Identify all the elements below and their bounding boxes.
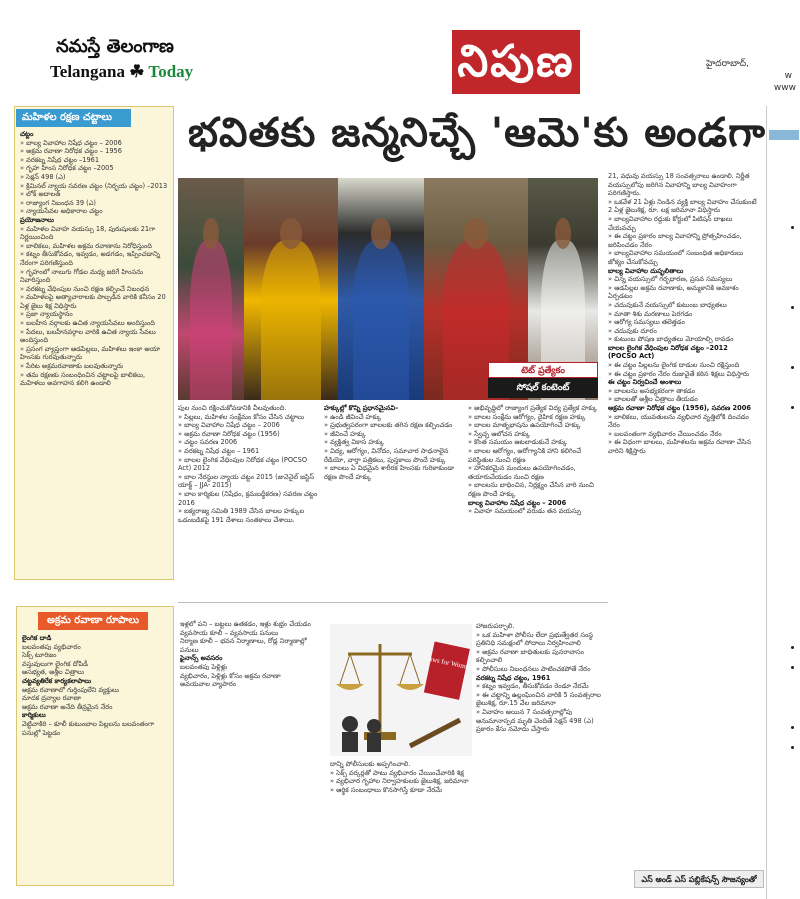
- list-item: » బాలికలు, యువతులను వ్యభిచార వృత్తిలోకి దించడం నేరం: [608, 413, 758, 430]
- column-intro: పుల నుంచి రక్షించుకోవడానికి వీలవుతుంది.: [178, 404, 287, 412]
- headline: భవితకు జన్మనిచ్చే 'ఆమె'కు అండగా: [188, 110, 766, 156]
- list-item: సెక్స్ టూరిజం: [22, 651, 57, 660]
- list-item: » బాలలను బాధించిన, నిర్లక్ష్యం చేసిన వారి నుంచి రక్షణ పొందే హక్కు: [468, 481, 604, 498]
- article-column-7: [476, 622, 604, 878]
- list-item: » బాలలను అసభ్యకరంగా తాకడం: [608, 387, 758, 396]
- list-item: » సెక్షన్ 498 (ఎ): [20, 173, 170, 182]
- list-item: » వరకట్న నిషేధ చట్టం –1961: [20, 156, 170, 165]
- list-item: » ప్రజా న్యాయస్థానం: [20, 310, 170, 319]
- list-item: » అక్రమ రవాణా నిరోధక చట్టం – 1956: [20, 147, 170, 156]
- sidebar-heading: ప్రయోజనాలు: [20, 215, 54, 224]
- special-badge: [488, 362, 598, 400]
- list-item: » ఈ చట్టం ప్రకారం నేరం రుజువైతే కఠిన శిక్షలు విధిస్తారు: [608, 370, 758, 379]
- publisher-credit: ఎస్ అండ్ ఎస్ పబ్లికేషన్స్ సౌజన్యంతో: [634, 870, 764, 888]
- list-item: » వివాహం అయిన 7 సంవత్సరాల్లోపు అనుమానాస్పద మృతి చెందితే సెక్షన్ 498 (ఎ) ప్రకారం కేసు నమోదు చేస్తారు: [476, 708, 604, 734]
- box-heading: చట్టవ్యతిరేక కార్యకలాపాలు: [22, 676, 92, 685]
- list-item: వ్యవసాయ కూలీ – వ్యవసాయ పనులు: [180, 628, 279, 637]
- article-column-3: [468, 404, 604, 600]
- section-title: నిపుణ: [452, 30, 580, 94]
- list-item: » బలహీన వర్గాలకు ఉచిత న్యాయసేవలు అందిస్తుంది: [20, 319, 170, 328]
- list-item: » కట్నం ఇవ్వడం, తీసుకోవడం రెండూ నేరమే: [476, 682, 604, 691]
- list-item: » హానికరమైన మందులు ఉపయోగించడం, తయారుచేయడం నుంచి రక్షణ: [468, 464, 604, 481]
- list-item: » మాతా శిశు మరణాలు పెరగడం: [608, 310, 758, 319]
- column-heading: బాల్య వివాహాల దుష్ఫలితాలు: [608, 266, 684, 275]
- list-item: » పిల్లలు, మహిళల సంక్షేమం కోసం చేసిన చట్టాలు: [178, 413, 318, 422]
- list-item: » వివాహ సమయంలో వరుడు తన వయస్సు: [468, 507, 604, 516]
- list-item: » తమ రక్షణకు సంబంధించిన చట్టాలపై బాలికలు, మహిళలు అవగాహన కలిగి ఉండాలి: [20, 371, 170, 388]
- edge-bullet-icon: [791, 366, 794, 369]
- dateline: [706, 58, 800, 94]
- edge-bullet-icon: [791, 646, 794, 649]
- list-item: నిర్మాణ కూలీ – భవన నిర్మాణాలు, రోడ్ల నిర్మాణాల్లో పనులు: [180, 637, 307, 654]
- list-item: » క్రిమినల్ న్యాయ సవరణ చట్టం (నిర్భయ చట్టం) –2013: [20, 182, 170, 191]
- logo-english: [50, 62, 193, 82]
- photo-woman-with-basket: [178, 178, 244, 400]
- list-item: » బాల్యవివాహాల సమయంలో సంబంధిత అధికారులు జోక్యం చేసుకోవచ్చు: [608, 249, 758, 266]
- list-item: » కట్నం తీసుకోవడం, ఇవ్వడం, అడగడం, ఇప్పించడాన్ని నేరంగా పరిగణిస్తుంది: [20, 250, 170, 267]
- list-item: బలవంతపు వ్యభిచారం: [22, 642, 81, 651]
- list-item: » బాలల ఆరోగ్యం, ఆరోగ్యానికి హాని కలిగించే పరిస్థితుల నుంచి రక్షణ: [468, 447, 604, 464]
- article-column-2: [324, 404, 462, 600]
- list-item: » చట్టం సవరణ 2006: [178, 438, 318, 447]
- list-item: » ఆరోగ్య సమస్యలు తలెత్తడం: [608, 318, 758, 327]
- list-item: » వరకట్న వేధింపుల నుంచి రక్షణ కల్పించే నిబంధన: [20, 285, 170, 294]
- logo-word-telangana: Telangana: [50, 62, 125, 81]
- list-item: » బాల్య వివాహాల నిషేధ చట్టం – 2006: [178, 421, 318, 430]
- edge-bullet-icon: [791, 406, 794, 409]
- section-divider: [178, 602, 608, 603]
- list-item: » చదువుకు దూరం: [608, 327, 758, 336]
- list-item: » బలవంతంగా వ్యభిచారం చేయించడం నేరం: [608, 430, 758, 439]
- article-column-1: [178, 404, 318, 600]
- column-heading: ఫైనాన్స్ అవసరం: [180, 654, 223, 663]
- edge-bullet-icon: [791, 226, 794, 229]
- list-item: » వరకట్న నిషేధ చట్టం – 1961: [178, 447, 318, 456]
- list-item: » లోక్ అదాలత్: [20, 190, 170, 199]
- list-item: » న్యాయసేవల అధికారాల చట్టం: [20, 207, 170, 216]
- photo-woman-yellow-sari: [244, 178, 338, 400]
- photo-young-woman-denim: [338, 178, 424, 400]
- list-item: » ఆర్థిక సంబంధాలు కొనసాగిస్తే కూడా నేరమే: [330, 786, 472, 795]
- list-item: » ఒకవేళ 21 ఏళ్లు నిండిన వ్యక్తి బాల్య వివాహం చేసుకుంటే 2 ఏళ్ల జైలుశిక్ష, రూ. లక్ష జరిమానా విధిస్తారు: [608, 198, 758, 215]
- edge-bullet-icon: [791, 726, 794, 729]
- list-item: » బాల కార్మికుల (నిషేధం, క్రమబద్ధీకరణ) సవరణ చట్టం 2016: [178, 490, 318, 507]
- list-item: » స్వేచ్ఛ ఆలోచన హక్కు: [468, 430, 604, 439]
- list-item: » బాలలు ఏ విధమైన శారీరక హింసకు గురికాకుండా రక్షణ పొందే హక్కు: [324, 464, 462, 481]
- book-title: Laws for Women: [424, 653, 472, 672]
- adjacent-page-edge: [766, 106, 800, 899]
- list-item: » బాలల లైంగిక వేధింపుల నిరోధక చట్టం (POCSO Act) 2012: [178, 456, 318, 473]
- list-item: వెట్టిచాకిరి – కూలీ కుటుంబాల పిల్లలను బలవంతంగా పనుల్లో పెట్టడం: [22, 719, 155, 737]
- column-heading: బాల్య వివాహాల నిషేధ చట్టం – 2006: [468, 498, 567, 507]
- list-item: » సెక్స్ వర్కర్లతో పాటు వ్యభిచారం చేయించేవారికి శిక్ష: [330, 769, 472, 778]
- list-item: అక్రమ రవాణాలో గుర్తింపులేని వ్యక్తులు: [22, 685, 119, 694]
- list-item: వస్తువులుగా లైంగిక దోపిడీ: [22, 659, 89, 668]
- list-item: అవయవాల వ్యాపారం: [180, 680, 237, 689]
- list-item: » పోలీసులు నిబంధనలు పాటించకపోతే నేరం: [476, 665, 604, 674]
- box-heading: లైంగిక దాడి: [22, 634, 52, 642]
- scales-of-justice-icon: [330, 624, 472, 756]
- column-heading: హక్కుల్లో కొన్ని ప్రధానమైనవి–: [324, 404, 399, 412]
- list-item: » అక్రమ రవాణా బాధితులకు పునరావాసం కల్పించాలి: [476, 648, 604, 665]
- logo-telugu: నమస్తే తెలంగాణ: [56, 36, 174, 57]
- list-item: » ఒక మహిళా పోలీసు లేదా ప్రభుత్వేతర సంస్థ ప్రతినిధి సమక్షంలో సోదాలు నిర్వహించాలి: [476, 631, 604, 648]
- list-item: » ఈ చట్టం ప్రకారం బాల్య వివాహాన్ని ప్రోత్సహించడం, జరిపించడం నేరం: [608, 232, 758, 249]
- special-badge-bottom: సోషల్ కంటెంట్: [488, 378, 598, 398]
- column-intro: 21, వధువు వయస్సు 18 సంవత్సరాలు ఉండాలి. నిర్ణీత వయస్సులోపు జరిగిన వివాహాన్ని బాల్య వివాహంగా పరిగణిస్తారు.: [608, 172, 750, 198]
- list-item: » వ్యభిచార గృహాల నిర్వాహకులకు జైలుశిక్ష, జరిమానా: [330, 777, 472, 786]
- list-item: » ఐక్యరాజ్య సమితి 1989 చేసిన బాలల హక్కుల ఒడంబడికపై 191 దేశాలు సంతకాలు చేశాయి.: [178, 507, 318, 524]
- list-item: » ప్రసంగ వ్యాప్తంగా ఆడపిల్లలు, మహిళలు ఇంకా అయా హింసకు గురవుతున్నారు: [20, 345, 170, 362]
- trafficking-forms-title: అక్రమ రవాణా రూపాలు: [38, 612, 148, 630]
- column-intro: దాన్ని పోలీసులకు అప్పగించాలి.: [330, 760, 411, 768]
- list-item: » బాలలతో అశ్లీల చిత్రాలు తీయడం: [608, 395, 758, 404]
- column-heading: వరకట్న నిషేధ చట్టం, 1961: [476, 673, 551, 682]
- special-badge-top: టెట్ ప్రత్యేకం: [488, 362, 598, 378]
- dateline-city: హైదరాబాద్,: [706, 59, 749, 69]
- list-item: » బాలికలు, మహిళల అక్రమ రవాణాను నిరోధిస్తుంది: [20, 242, 170, 251]
- list-item: » కొంత సమయం ఆటలాడుకునే హక్కు: [468, 438, 604, 447]
- logo-emblem-icon: ☘: [129, 62, 145, 81]
- dateline-line-3: www: [773, 83, 796, 93]
- edge-bullet-icon: [791, 306, 794, 309]
- list-item: » అక్రమ రవాణా నిరోధక చట్టం (1956): [178, 430, 318, 439]
- list-item: » బాల్యవివాహాల రద్దుకు కోర్టులో పిటిషన్ దాఖలు చేయవచ్చు: [608, 215, 758, 232]
- list-item: వ్యభిచారం, పెళ్లిళ్లు కోసం అక్రమ రవాణా: [180, 671, 281, 680]
- edge-bullet-icon: [791, 666, 794, 669]
- article-column-4: [608, 172, 758, 818]
- list-item: మాదక ద్రవ్యాల రవాణా: [22, 694, 82, 703]
- list-item: » రాజ్యాంగ నిబంధన 39 (ఎ): [20, 199, 170, 208]
- list-item: » ఉండి జీవించే హక్కు: [324, 413, 462, 422]
- column-heading: బాలల లైంగిక వేధింపుల నిరోధక చట్టం –2012 (POCSO Act): [608, 343, 728, 361]
- list-item: » ఈ విధంగా బాలలు, మహిళలను అక్రమ రవాణా చేసిన వారిని శిక్షిస్తారు: [608, 438, 758, 455]
- list-item: » ఈ చట్టాన్ని ఉల్లంఘించిన వారికి 5 సంవత్సరాల జైలుశిక్ష, రూ.15 వేల జరిమానా: [476, 691, 604, 708]
- trafficking-forms-body: [22, 634, 170, 882]
- list-item: » చదువుకునే వయస్సులో కుటుంబ బాధ్యతలు: [608, 301, 758, 310]
- list-item: » ఆడపిల్లల అక్రమ రవాణాకు, అమ్మకానికి అవకాశం ఏర్పడటం: [608, 284, 758, 301]
- sidebar-body: [20, 130, 170, 576]
- list-item: » బాలల మాతృభాషను ఉపయోగించే హక్కు: [468, 421, 604, 430]
- list-item: » జీవించే హక్కు: [324, 430, 462, 439]
- list-item: » అభివృద్ధిలో రాజ్యాంగ ప్రత్యేక విద్య ప్రత్యేక హక్కు: [468, 404, 604, 413]
- list-item: » మహిళల వివాహ వయస్సు 18, పురుషులకు 21గా నిర్ణయించింది: [20, 225, 170, 242]
- list-item: » వ్యక్తిత్వ వికాస హక్కు: [324, 438, 462, 447]
- list-item: » కుటుంబ పోషణ బాధ్యతలు మోయాల్సి రావడం: [608, 335, 758, 344]
- list-item: » బాల్య వివాహాల నిషేధ చట్టం – 2006: [20, 139, 170, 148]
- logo-word-today: Today: [148, 62, 194, 81]
- list-item: బలవంతపు పెళ్లిళ్లు: [180, 662, 228, 671]
- list-item: అక్రమ రవాణా అనేది తీవ్రమైన నేరం: [22, 702, 113, 711]
- list-item: » బాల నేరస్థుల న్యాయ చట్టం 2015 (జువెనైల్ జస్టిస్ యాక్ట్ – JJA- 2015): [178, 473, 318, 490]
- list-item: ఇళ్లలో పని – బట్టలు ఉతకడం, ఇళ్లు శుభ్రం చేయడం: [180, 620, 311, 628]
- column-heading: ఈ చట్టం నిర్వచించే అంశాలు: [608, 378, 682, 387]
- dateline-line-2: w: [784, 71, 792, 81]
- list-item: » బాలల సంక్షేమ ఆరోగ్యం, దైహిక రక్షణ హక్కు: [468, 413, 604, 422]
- article-column-5: [180, 620, 326, 892]
- edge-color-bar: [769, 130, 799, 140]
- list-item: » ప్రభుత్వపరంగా బాలలకు తగిన రక్షణ కల్పించడం: [324, 421, 462, 430]
- list-item: » గృహంలో నాలుగు గోడల మధ్య జరిగే హింసను నివారిస్తుంది: [20, 268, 170, 285]
- list-item: అసభ్యత, అశ్లీల చిత్రాలు: [22, 668, 85, 677]
- list-item: » చిన్న వయస్సులో గర్భధారణ, ప్రసవ సమస్యలు: [608, 275, 758, 284]
- sidebar-title: మహిళల రక్షణ చట్టాలు: [16, 109, 131, 127]
- list-item: » గృహ హింస నిరోధక చట్టం –2005: [20, 164, 170, 173]
- list-item: » పేరిట అక్రమరవాణాకు బలవుతున్నారు: [20, 362, 170, 371]
- sidebar-heading: చట్టం: [20, 130, 34, 138]
- list-item: » విద్య, ఆరోగ్యం, వినోదం, సమాచార సాధనాలైన రేడియో, వార్తా పత్రికలు, పుస్తకాలు పొందే హక్కు: [324, 447, 462, 464]
- list-item: » మహిళలపై అత్యాచారాలకు పాల్పడిన వారికి కనీసం 20 ఏళ్ల జైలు శిక్ష విధిస్తారు: [20, 293, 170, 310]
- article-column-6: [330, 760, 472, 880]
- list-item: » ఈ చట్టం పిల్లలను లైంగిక దాడుల నుంచి రక్షిస్తుంది: [608, 361, 758, 370]
- box-heading: కార్మికులు: [22, 711, 46, 720]
- column-intro: హాజరుపర్చాలి.: [476, 622, 515, 630]
- list-item: » పేదలు, బలహీనవర్గాల వారికి ఉచిత న్యాయ సేవలు అందిస్తుంది: [20, 328, 170, 345]
- justice-scales-illustration: [330, 624, 472, 756]
- edge-bullet-icon: [791, 746, 794, 749]
- column-heading: అక్రమ రవాణా నిరోధక చట్టం (1956), సవరణ 2006: [608, 404, 751, 413]
